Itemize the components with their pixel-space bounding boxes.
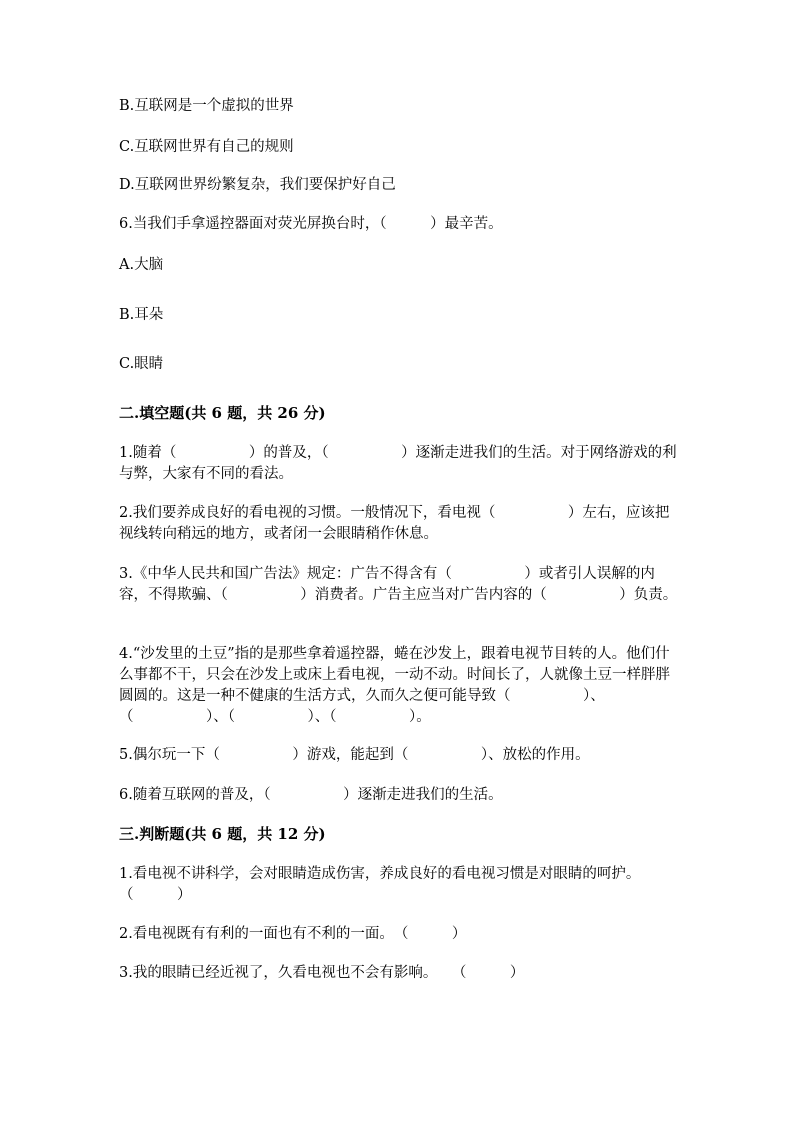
q6-option-c: C.眼睛 <box>119 356 164 372</box>
section-title-true-false: 三.判断题(共 6 题，共 12 分) <box>119 825 326 843</box>
true-false-item-1: 1.看电视不讲科学，会对眼睛造成伤害，养成良好的看电视习惯是对眼睛的呵护。（ ） <box>119 866 641 903</box>
true-false-item-3: 3.我的眼睛已经近视了，久看电视也不会有影响。 （ ） <box>119 965 525 981</box>
fill-blank-item-6: 6.随着互联网的普及，（ ）逐渐走进我们的生活。 <box>119 787 503 803</box>
fill-blank-item-3: 3.《中华人民共和国广告法》规定：广告不得含有（ ）或者引人误解的内容，不得欺骗、（ ）消费者。广告主应当对广告内容的（ ）负责。 <box>119 566 678 603</box>
section-title-fill-blank: 二.填空题(共 6 题，共 26 分) <box>119 404 326 422</box>
q6-stem: 6.当我们手拿遥控器面对荧光屏换台时，（ ）最辛苦。 <box>119 216 503 232</box>
fill-blank-item-1: 1.随着（ ）的普及，（ ）逐渐走进我们的生活。对于网络游戏的利与弊，大家有不同的看法。 <box>119 445 677 482</box>
fill-blank-item-4: 4.“沙发里的土豆”指的是那些拿着遥控器，蜷在沙发上，跟着电视节目转的人。他们什么事都不干，只会在沙发上或床上看电视，一动不动。时间长了，人就像土豆一样胖胖圆圆的。这是一种不健康的生活方式，久而久之便可能导致（ ）、（ ）、（ ）、（ ）。 <box>119 646 670 725</box>
q5-option-d: D.互联网世界纷繁复杂，我们要保护好自己 <box>119 177 396 193</box>
fill-blank-item-2: 2.我们要养成良好的看电视的习惯。一般情况下，看电视（ ）左右，应该把视线转向稍远的地方，或者闭一会眼睛稍作休息。 <box>119 505 670 542</box>
q6-option-a: A.大脑 <box>119 257 164 273</box>
true-false-item-2: 2.看电视既有有利的一面也有不利的一面。 （ ） <box>119 926 467 942</box>
q6-option-b: B.耳朵 <box>119 307 164 323</box>
q5-option-c: C.互联网世界有自己的规则 <box>119 139 294 155</box>
fill-blank-item-5: 5.偶尔玩一下（ ）游戏，能起到（ ）、放松的作用。 <box>119 747 590 763</box>
q5-option-b: B.互联网是一个虚拟的世界 <box>119 98 294 114</box>
